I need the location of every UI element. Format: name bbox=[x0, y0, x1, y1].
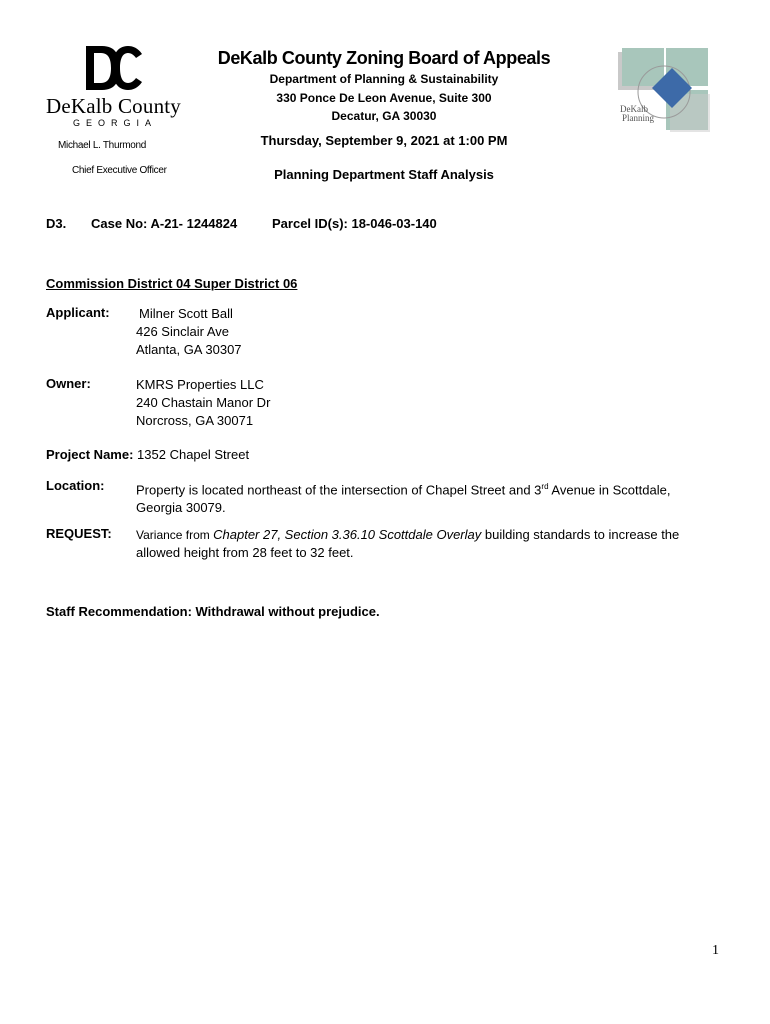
applicant-city: Atlanta, GA 30307 bbox=[136, 342, 242, 357]
owner-street: 240 Chastain Manor Dr bbox=[136, 395, 271, 410]
analysis-title: Planning Department Staff Analysis bbox=[274, 167, 494, 182]
ceo-name: Michael L. Thurmond bbox=[58, 140, 147, 151]
owner-name: KMRS Properties LLC bbox=[136, 377, 264, 392]
page-number: 1 bbox=[712, 943, 719, 958]
applicant-block bbox=[136, 305, 242, 359]
location-text-before: Property is located northeast of the intersection of Chapel Street and 3 bbox=[136, 482, 542, 498]
location-superscript: rd bbox=[541, 482, 549, 491]
meeting-date: Thursday, September 9, 2021 at 1:00 PM bbox=[260, 133, 508, 148]
state-name: GEORGIA bbox=[73, 118, 158, 128]
planning-logo-line1: DeKalb bbox=[620, 104, 648, 114]
request-prefix: Variance from bbox=[136, 528, 214, 542]
applicant-name: Milner Scott Ball bbox=[139, 306, 233, 321]
address-line-2: Decatur, GA 30030 bbox=[331, 109, 437, 123]
owner-city: Norcross, GA 30071 bbox=[136, 413, 254, 428]
applicant-street: 426 Sinclair Ave bbox=[136, 324, 229, 339]
owner-block bbox=[136, 376, 270, 430]
request-label: REQUEST: bbox=[46, 526, 112, 541]
owner-label: Owner: bbox=[46, 376, 91, 391]
page-title: DeKalb County Zoning Board of Appeals bbox=[217, 48, 551, 68]
location-text-after: Avenue in Scottdale, Georgia 30079. bbox=[136, 482, 671, 516]
location-text bbox=[136, 478, 706, 517]
project-name bbox=[46, 447, 249, 462]
parcel-id: Parcel ID(s): 18-046-03-140 bbox=[272, 216, 437, 231]
request-suffix: building standards to increase the allowed height from 28 feet to 32 feet. bbox=[136, 527, 680, 560]
dekalb-planning-logo bbox=[614, 46, 710, 134]
project-label: Project Name: bbox=[46, 447, 134, 462]
applicant-label: Applicant: bbox=[46, 305, 110, 320]
staff-recommendation: Staff Recommendation: Withdrawal without prejudice. bbox=[46, 604, 380, 619]
ceo-title: Chief Executive Officer bbox=[72, 165, 167, 176]
case-number: Case No: A-21- 1244824 bbox=[91, 216, 238, 231]
county-name: DeKalb County bbox=[46, 94, 181, 118]
location-label: Location: bbox=[46, 478, 105, 493]
department-name: Department of Planning & Sustainability bbox=[269, 72, 499, 86]
commission-district: Commission District 04 Super District 06 bbox=[46, 276, 298, 291]
dekalb-county-dc-logo bbox=[84, 44, 144, 92]
request-italic: Chapter 27, Section 3.36.10 Scottdale Overlay bbox=[213, 527, 482, 542]
project-value: 1352 Chapel Street bbox=[137, 447, 250, 462]
planning-logo-line2: Planning bbox=[622, 113, 655, 123]
address-line-1: 330 Ponce De Leon Avenue, Suite 300 bbox=[276, 91, 492, 105]
request-text bbox=[136, 526, 711, 562]
item-number: D3. bbox=[46, 216, 67, 231]
